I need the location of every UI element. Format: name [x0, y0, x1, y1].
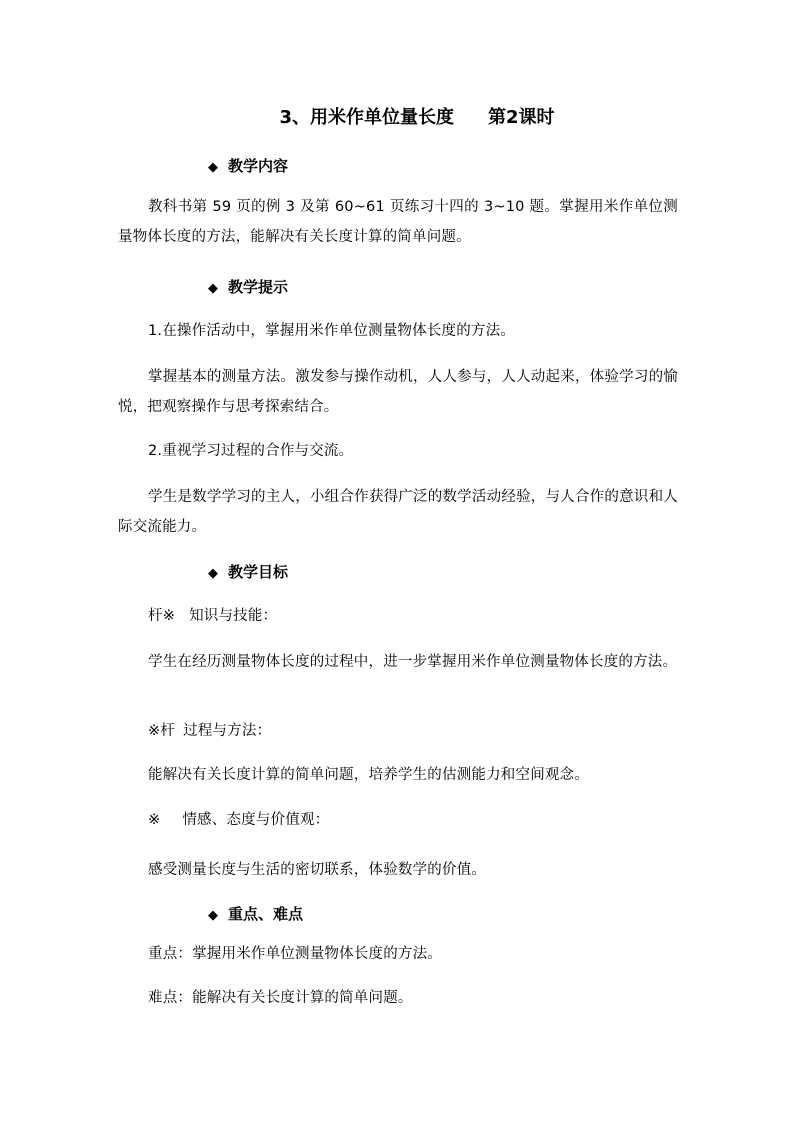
hint-item-1-detail: 掌握基本的测量方法。激发参与操作动机，人人参与，人人动起来，体验学习的愉悦，把观察操作与思考探索结合。	[118, 369, 678, 415]
diamond-bullet-icon: ◆	[208, 566, 218, 581]
goal-1-label: 知识与技能：	[189, 608, 278, 624]
goal-2-line	[148, 720, 271, 742]
diamond-bullet-icon: ◆	[208, 160, 218, 175]
title-main: 3、用米作单位量长度	[279, 107, 454, 128]
content-paragraph: 教科书第 59 页的例 3 及第 60~61 页练习十四的 3~10 题。掌握用米作单位测量物体长度的方法，能解决有关长度计算的简单问题。	[118, 199, 678, 245]
diamond-bullet-icon: ◆	[208, 908, 218, 923]
lesson-title	[0, 104, 794, 132]
hint-item-1: 1.在操作活动中，掌握用米作单位测量物体长度的方法。	[148, 323, 516, 339]
goal-2-text: 能解决有关长度计算的简单问题，培养学生的估测能力和空间观念。	[148, 767, 589, 783]
diamond-bullet-icon: ◆	[208, 281, 218, 296]
goal-3-text: 感受测量长度与生活的密切联系，体验数学的价值。	[148, 862, 487, 878]
hint-item-2: 2.重视学习过程的合作与交流。	[148, 443, 354, 459]
goal-1-marker: 杆※	[148, 608, 176, 624]
section-heading-keypoints	[208, 903, 303, 927]
goal-3-label: 情感、态度与价值观：	[182, 812, 330, 828]
difficult-point: 难点：能解决有关长度计算的简单问题。	[148, 990, 413, 1006]
section-heading-hints	[208, 276, 288, 300]
goal-3-line	[148, 809, 329, 831]
section-heading-content	[208, 155, 288, 179]
title-sub: 第2课时	[488, 107, 555, 128]
goal-3-marker: ※	[148, 812, 161, 828]
heading-text: 重点、难点	[228, 905, 304, 923]
goal-1-text: 学生在经历测量物体长度的过程中，进一步掌握用米作单位测量物体长度的方法。	[148, 654, 678, 670]
goal-2-label: 过程与方法：	[183, 723, 272, 739]
section-heading-goals	[208, 561, 288, 585]
goal-2-marker: ※杆	[148, 723, 176, 739]
hint-item-2-detail: 学生是数学学习的主人，小组合作获得广泛的数学活动经验，与人合作的意识和人际交流能力。	[118, 489, 678, 535]
goal-1-line	[148, 605, 277, 627]
heading-text: 教学目标	[228, 563, 289, 581]
key-point: 重点：掌握用米作单位测量物体长度的方法。	[148, 946, 442, 962]
heading-text: 教学提示	[228, 278, 289, 296]
heading-text: 教学内容	[228, 157, 289, 175]
